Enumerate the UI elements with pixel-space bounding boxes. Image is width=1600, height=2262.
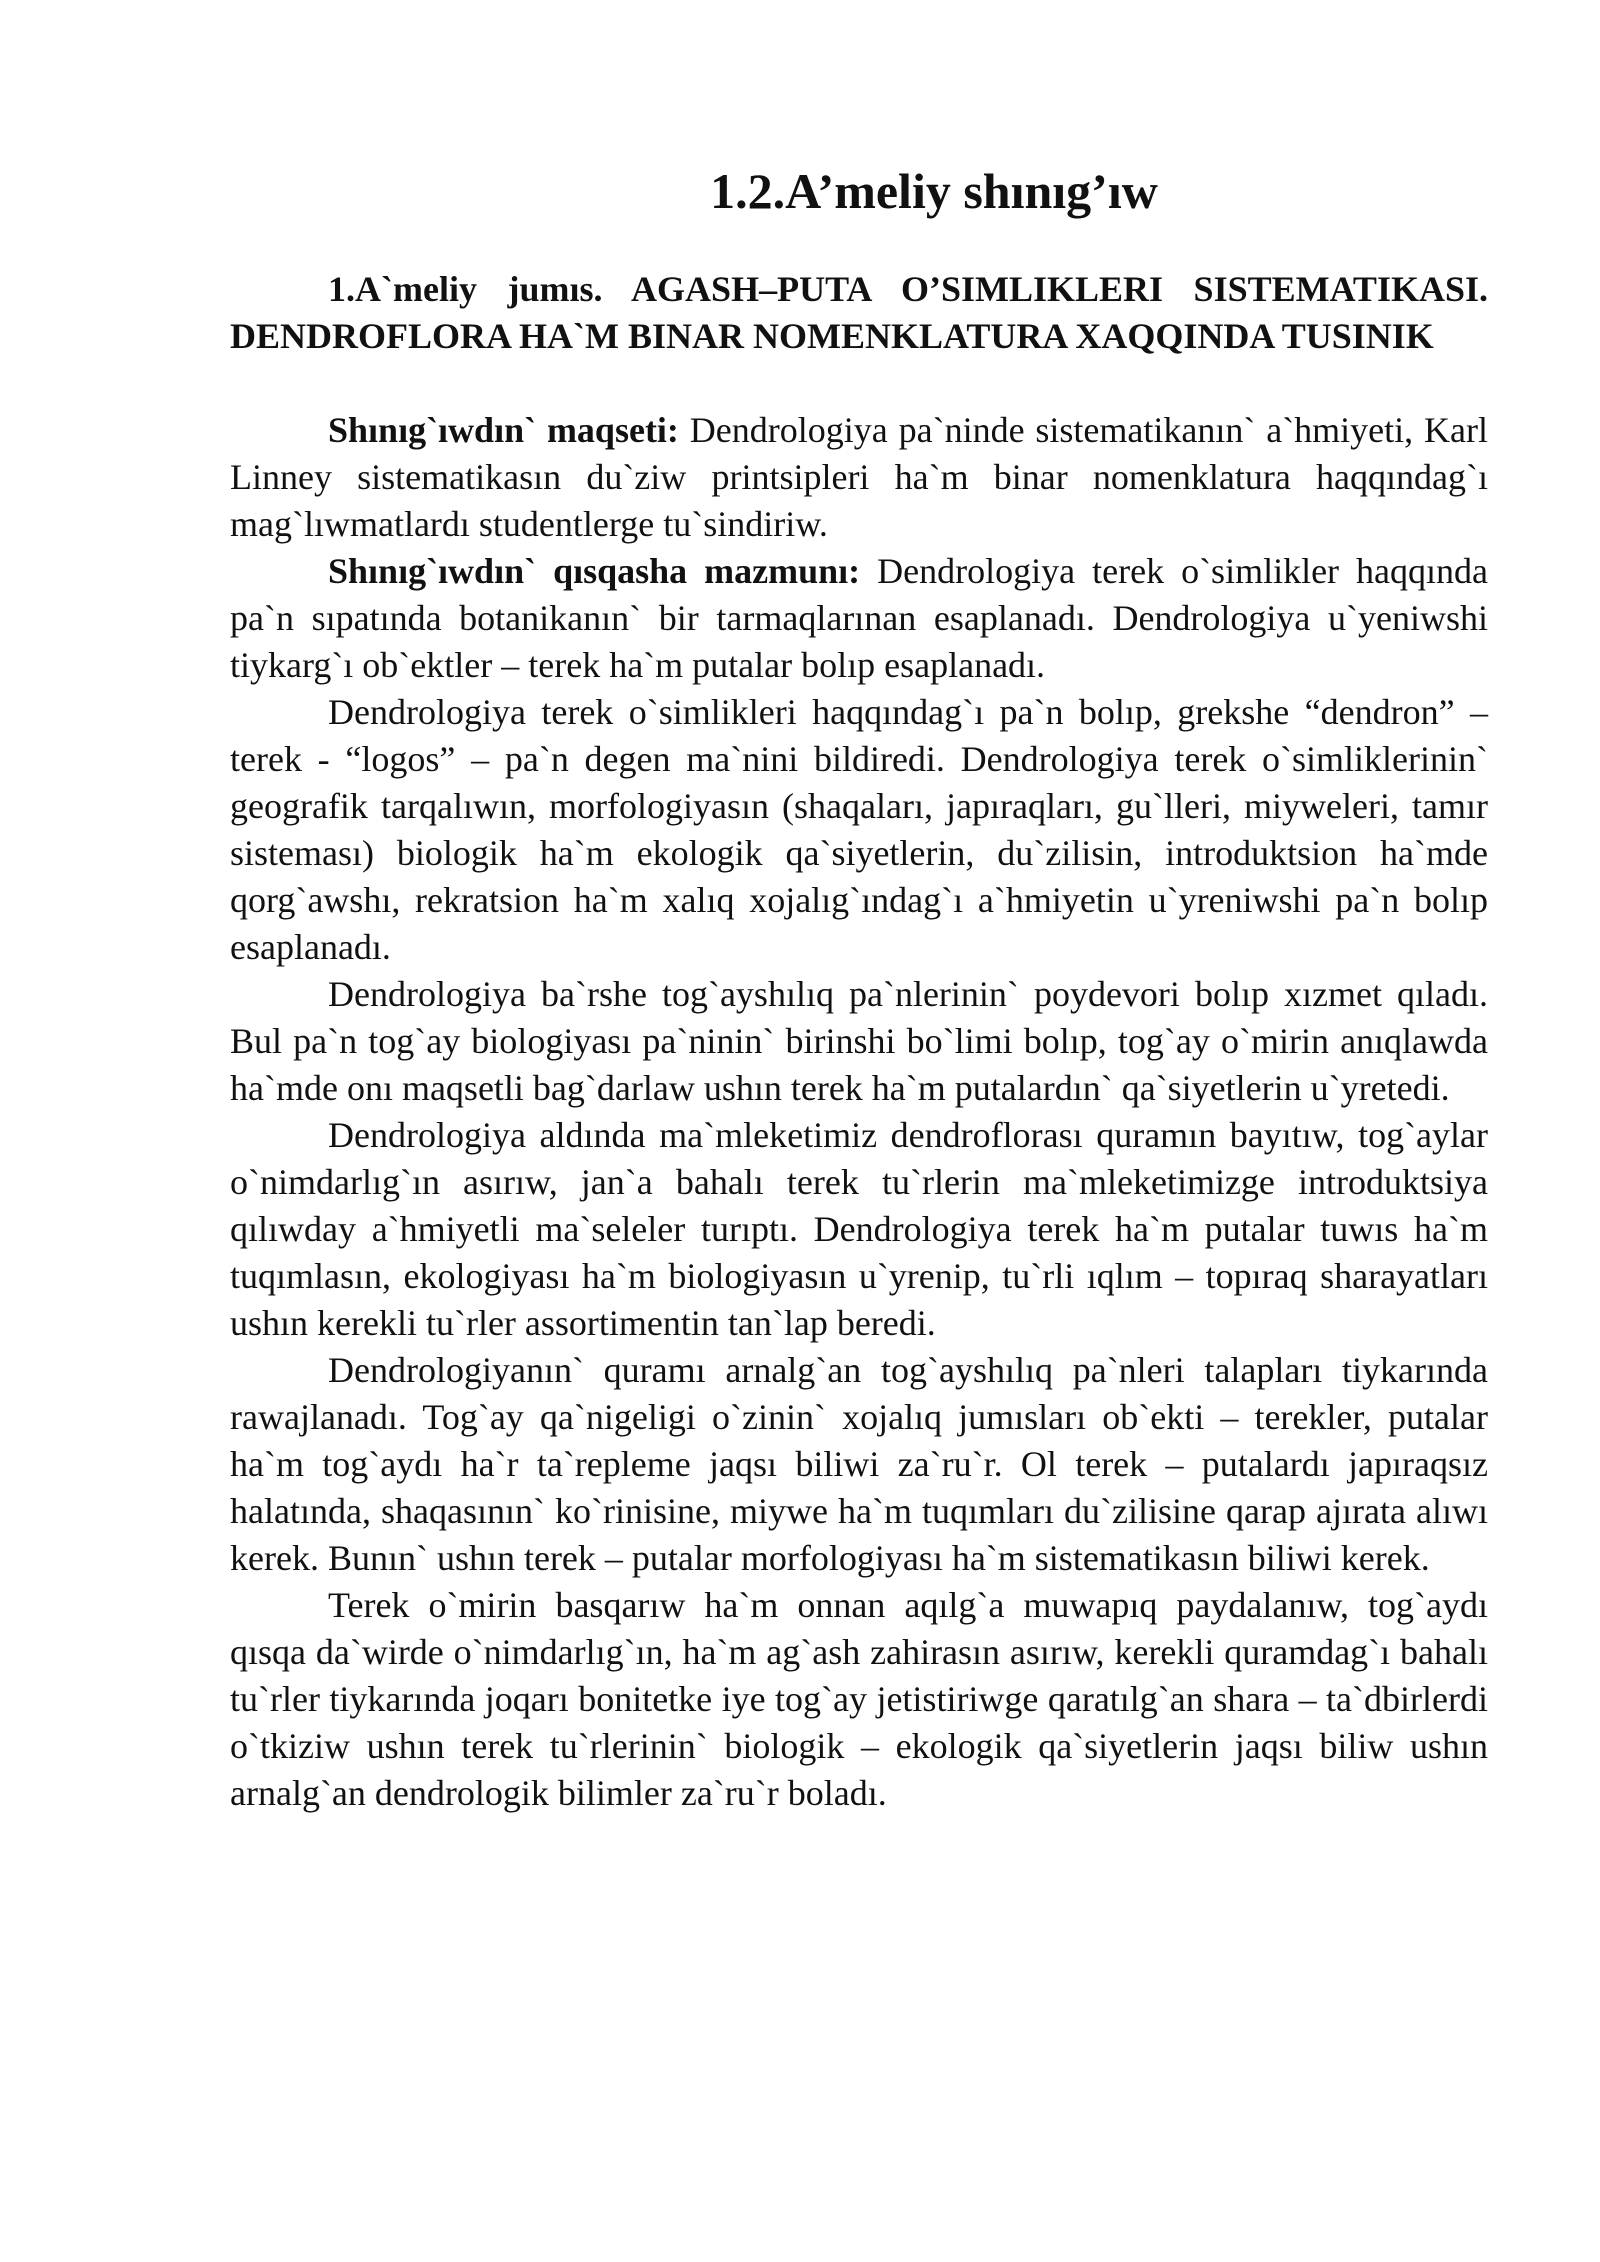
body-paragraph: Terek o`mirin basqarıw ha`m onnan aqılg`a muwapıq paydalanıw, tog`aydı qısqa da`wirde o`nimdarlıg`ın, ha`m ag`ash zahirasın asırıw, kerekli quramdag`ı bahalı tu`rler tiykarında joqarı bonitetke iye tog`ay jetistiriwge qaratılg`an shara – ta`dbirlerdi o`tkiziw ushın terek tu`rlerinin` biologik – ekologik qa`siyetlerin jaqsı biliw ushın arnalg`an dendrologik bilimler za`ru`r boladı. (230, 1585, 1488, 1813)
body-paragraph: Dendrologiya terek o`simlikleri haqqındag`ı pa`n bolıp, grekshe “dendron” – terek - “logos” – pa`n degen ma`nini bildiredi. Dendrologiya terek o`simliklerinin` geografik tarqalıwın, morfologiyasın (shaqaları, japıraqları, gu`lleri, miyweleri, tamır sisteması) biologik ha`m ekologik qa`siyetlerin, du`zilisin, introduktsion ha`mde qorg`awshı, rekratsion ha`m xalıq xojalıg`ındag`ı a`hmiyetin u`yreniwshi pa`n bolıp esaplanadı. (230, 692, 1488, 967)
page-title: 1.2.A’meliy shınıg’ıw (710, 163, 1158, 219)
summary-paragraph (230, 548, 1488, 689)
body-paragraph: Dendrologiya ba`rshe tog`ayshılıq pa`nlerinin` poydevori bolıp xızmet qıladı. Bul pa`n tog`ay biologiyası pa`ninin` birinshi bo`limi bolıp, tog`ay o`mirin anıqlawda ha`mde onı maqsetli bag`darlaw ushın terek ha`m putalardın` qa`siyetlerin u`yretedi. (230, 974, 1488, 1108)
body-paragraph: Dendrologiya aldında ma`mleketimiz dendroflorası quramın bayıtıw, tog`aylar o`nimdarlıg`ın asırıw, jan`a bahalı terek tu`rlerin ma`mleketimizge introduktsiya qılıwday a`hmiyetli ma`seleler turıptı. Dendrologiya terek ha`m putalar tuwıs ha`m tuqımlasın, ekologiyası ha`m biologiyasın u`yrenip, tu`rli ıqlım – topıraq sharayatları ushın kerekli tu`rler assortimentin tan`lap beredi. (230, 1115, 1488, 1343)
goal-label: Shınıg`ıwdın` maqseti: (328, 410, 679, 450)
summary-label: Shınıg`ıwdın` qısqasha mazmunı: (328, 551, 861, 591)
goal-paragraph (230, 407, 1488, 548)
body-paragraph: Dendrologiyanın` quramı arnalg`an tog`ayshılıq pa`nleri talapları tiykarında rawajlanadı. Tog`ay qa`nigeligi o`zinin` xojalıq jumısları ob`ekti – terekler, putalar ha`m tog`aydı ha`r ta`repleme jaqsı biliwi za`ru`r. Ol terek – putalardı japıraqsız halatında, shaqasının` ko`rinisine, miywe ha`m tuqımları du`zilisine qarap ajırata alıwı kerek. Bunın` ushın terek – putalar morfologiyası ha`m sistematikasın biliwi kerek. (230, 1350, 1488, 1578)
content-area (230, 266, 1488, 1817)
section-heading: 1.A`meliy jumıs. AGASH–PUTA O’SIMLIKLERI SISTEMATIKASI. DENDROFLORA HA`M BINAR NOMENKLATURA XAQQINDA TUSINIK (230, 269, 1488, 356)
goal-text: Dendrologiya pa`ninde sistematikanın` a`hmiyeti, Karl Linney sistematikasın du`ziw printsipleri ha`m binar nomenklatura haqqındag`ı mag`lıwmatlardı studentlerge tu`sindiriw. (230, 410, 1488, 544)
body-text (230, 407, 1488, 1817)
summary-text: Dendrologiya terek o`simlikler haqqında pa`n sıpatında botanikanın` bir tarmaqlarınan esaplanadı. Dendrologiya u`yeniwshi tiykarg`ı ob`ektler – terek ha`m putalar bolıp esaplanadı. (230, 551, 1488, 685)
